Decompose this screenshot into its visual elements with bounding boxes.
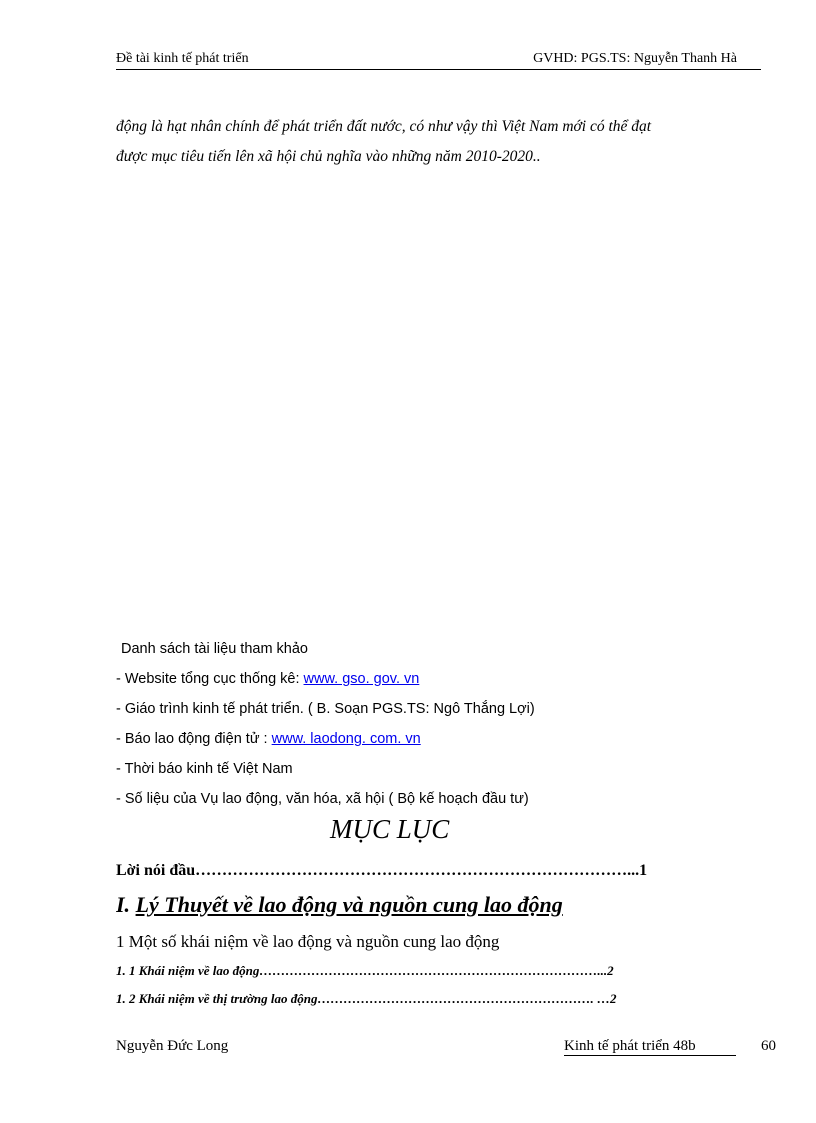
footer-author: Nguyễn Đức Long [116,1038,229,1054]
toc-leader-dots: ……………………………………………………………………... [259,963,608,978]
toc-section-title: Lý Thuyết về lao động và nguồn cung lao động [135,892,563,917]
footer-course: Kinh tế phát triển 48b [564,1038,736,1056]
reference-link-gso[interactable]: www. gso. gov. vn [303,671,420,687]
header-advisor: GVHD: PGS.TS: Nguyễn Thanh Hà [533,51,737,66]
reference-item [116,694,761,724]
toc-entry-label: Lời nói đầu [116,862,196,879]
toc-entry-1-2[interactable] [116,991,761,1007]
intro-line-1: động là hạt nhân chính để phát triển đất nước, có như vậy thì Việt Nam mới có thể đạt [116,118,652,135]
toc-section-number: I. [116,892,136,917]
reference-item [116,664,761,694]
reference-text: - Thời báo kinh tế Việt Nam [116,761,293,777]
toc-page-number: 1 [639,862,648,879]
toc-entry-preface[interactable] [116,862,761,880]
references-list [116,634,761,814]
toc-page-number: 2 [610,991,617,1006]
toc-entry-label: 1. 2 Khái niệm về thị trường lao động [116,991,318,1006]
page-number: 60 [761,1038,776,1054]
reference-text: - Báo lao động điện tử : [116,731,272,747]
toc-section-heading[interactable] [116,892,761,918]
toc-subsection[interactable]: 1 Một số khái niệm về lao động và nguồn cung lao động [116,932,500,951]
toc-leader-dots: ………………………………………………………………………... [195,862,640,879]
toc-title: MỤC LỤC [330,814,450,844]
toc-entry-label: 1. 1 Khái niệm về lao động [116,963,260,978]
reference-link-laodong[interactable]: www. laodong. com. vn [271,731,421,747]
toc-entry-1-1[interactable] [116,963,761,979]
page-header [116,50,761,70]
toc-leader-dots: ………………………………………………………. … [317,991,610,1006]
reference-text: - Website tổng cục thống kê: [116,671,304,687]
reference-item [116,754,761,784]
intro-line-2: được mục tiêu tiến lên xã hội chủ nghĩa vào những năm 2010-2020.. [116,148,541,165]
reference-item [116,784,761,814]
reference-text: - Số liệu của Vụ lao động, văn hóa, xã hội ( Bộ kế hoạch đầu tư) [116,791,529,807]
references-title: Danh sách tài liệu tham khảo [121,641,308,657]
reference-text: - Giáo trình kinh tế phát triển. ( B. Soạn PGS.TS: Ngô Thắng Lợi) [116,701,535,717]
intro-paragraph [116,112,761,172]
header-topic: Đề tài kinh tế phát triển [116,51,249,66]
page-footer [116,1038,776,1058]
toc-page-number: 2 [607,963,614,978]
reference-item [116,724,761,754]
